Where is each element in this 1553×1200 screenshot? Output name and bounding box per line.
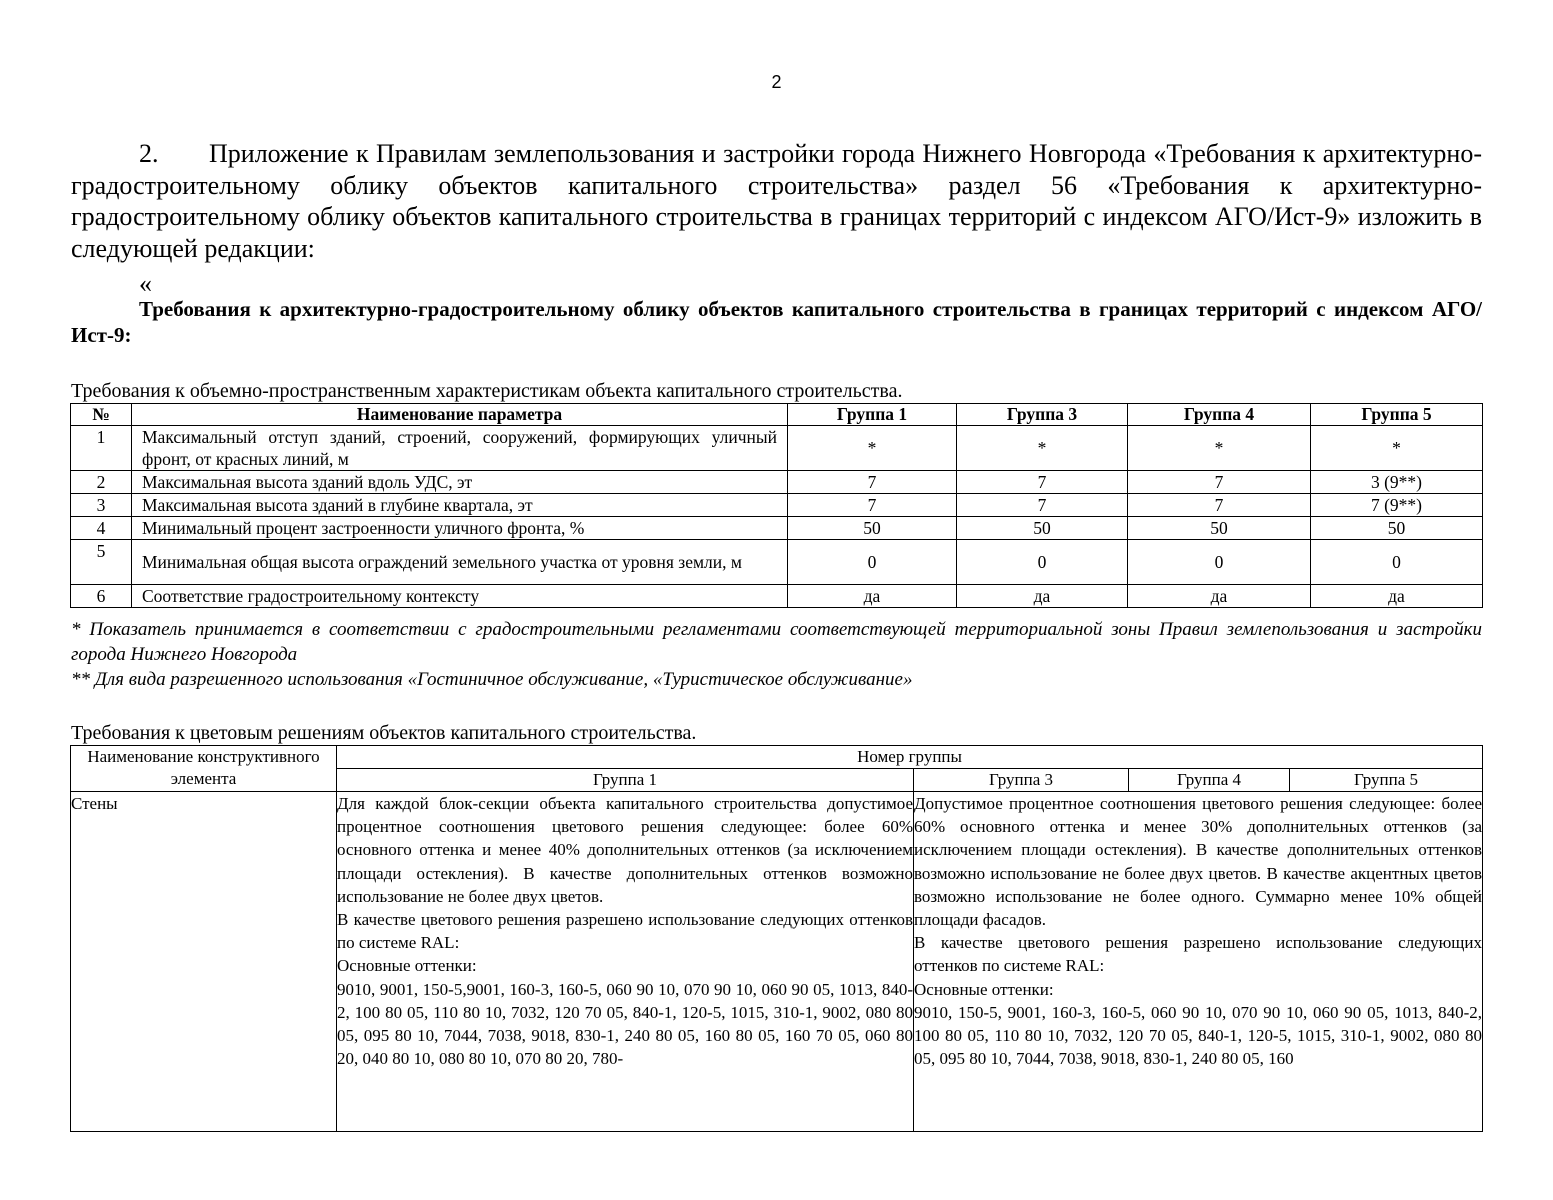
header-group-3: Группа 3	[957, 404, 1128, 426]
footnote-1: * Показатель принимается в соответствии с градостроительными регламентами соответствующей территориальной зоны Правил землепользования и застройки города Нижнего Новгорода	[71, 619, 1482, 665]
intro-paragraph	[71, 138, 1482, 264]
row-number: 5	[71, 540, 132, 585]
table-row	[71, 517, 1483, 540]
table-row	[71, 426, 1483, 471]
footnote-2: ** Для вида разрешенного использования «Гостиничное обслуживание, «Туристическое обслуживание»	[71, 669, 913, 690]
table-row	[71, 792, 1483, 1132]
row-group-5: 3 (9**)	[1311, 471, 1483, 494]
row-group-1: 0	[788, 540, 957, 585]
header-element-name: Наименование конструктивного элемента	[71, 746, 337, 792]
row-group-3: 50	[957, 517, 1128, 540]
opening-quote: «	[139, 269, 152, 298]
row-number: 2	[71, 471, 132, 494]
row-group-1: да	[788, 585, 957, 608]
table-row	[71, 471, 1483, 494]
row-group-1: 7	[788, 494, 957, 517]
row-group-4: 0	[1128, 540, 1311, 585]
row-group-3: *	[957, 426, 1128, 471]
row-group-3: 0	[957, 540, 1128, 585]
row-group-5: 50	[1311, 517, 1483, 540]
volume-table-caption: Требования к объемно-пространственным характеристикам объекта капитального строительства.	[71, 380, 903, 402]
row-group-5: 7 (9**)	[1311, 494, 1483, 517]
volume-requirements-table	[70, 403, 1483, 608]
row-parameter: Максимальная высота зданий вдоль УДС, эт	[132, 471, 788, 494]
row-group-3: 7	[957, 471, 1128, 494]
group-3-5-ral-intro: В качестве цветового решения разрешено использование следующих оттенков по системе RAL:	[914, 933, 1482, 976]
table-row	[71, 585, 1483, 608]
table-header-row	[71, 746, 1483, 769]
row-group-4: да	[1128, 585, 1311, 608]
group-1-requirements	[337, 792, 914, 1132]
header-group-1: Группа 1	[337, 769, 914, 792]
row-number: 1	[71, 426, 132, 471]
table-row	[71, 540, 1483, 585]
group-3-5-requirements	[914, 792, 1483, 1132]
intro-text: Приложение к Правилам землепользования и застройки города Нижнего Новгорода «Требования к архитектурно-градостроительному облику объектов капитального строительства» раздел 56 «Требования к архитектурно-градостроительному облику объектов капитального строительства в границах территорий с индексом АГО/Ист-9» изложить в следующей редакции:	[71, 139, 1482, 263]
row-group-1: 50	[788, 517, 957, 540]
row-parameter: Минимальная общая высота ограждений земельного участка от уровня земли, м	[132, 540, 788, 585]
group-1-ratio-text: Для каждой блок-секции объекта капитального строительства допустимое процентное соотношения цветового решения следующее: более 60% основного оттенка и менее 40% дополнительных оттенков (за исключением площади остекления). В качестве дополнительных оттенков возможно использование не более двух цветов.	[337, 794, 913, 906]
header-group-5: Группа 5	[1311, 404, 1483, 426]
row-group-5: 0	[1311, 540, 1483, 585]
row-number: 3	[71, 494, 132, 517]
header-group-4: Группа 4	[1129, 769, 1290, 792]
row-group-1: *	[788, 426, 957, 471]
row-parameter: Максимальная высота зданий в глубине квартала, эт	[132, 494, 788, 517]
row-group-5: да	[1311, 585, 1483, 608]
row-number: 4	[71, 517, 132, 540]
intro-number: 2.	[139, 139, 159, 168]
row-parameter: Соответствие градостроительному контексту	[132, 585, 788, 608]
color-requirements-table	[70, 745, 1483, 1132]
group-1-main-shades-list: 9010, 9001, 150-5,9001, 160-3, 160-5, 060 90 10, 070 90 10, 060 90 05, 1013, 840-2, 100 80 05, 110 80 10, 7032, 120 70 05, 840-1, 120-5, 1015, 310-1, 9002, 080 80 05, 095 80 10, 7044, 7038, 9018, 830-1, 240 80 05, 160 80 05, 160 70 05, 060 80 20, 040 80 10, 080 80 10, 070 80 20, 780-	[337, 979, 913, 1069]
header-group-1: Группа 1	[788, 404, 957, 426]
group-1-ral-intro: В качестве цветового решения разрешено использование следующих оттенков по системе RAL:	[337, 910, 913, 953]
table-row	[71, 494, 1483, 517]
requirements-title: Требования к архитектурно-градостроительному облику объектов капитального строительства в границах территорий с индексом АГО/Ист-9:	[71, 297, 1482, 347]
table-header-row	[71, 404, 1483, 426]
row-group-4: 50	[1128, 517, 1311, 540]
element-name: Стены	[71, 792, 337, 1132]
footnotes	[71, 617, 1482, 692]
header-group-4: Группа 4	[1128, 404, 1311, 426]
group-3-5-main-shades-list: 9010, 150-5, 9001, 160-3, 160-5, 060 90 10, 070 90 10, 060 90 05, 1013, 840-2, 100 80 05, 110 80 10, 7032, 120 70 05, 840-1, 120-5, 1015, 310-1, 9002, 080 80 05, 095 80 10, 7044, 7038, 9018, 830-1, 240 80 05, 160	[914, 1002, 1482, 1069]
header-number: №	[71, 404, 132, 426]
row-group-3: 7	[957, 494, 1128, 517]
row-group-5: *	[1311, 426, 1483, 471]
header-group-3: Группа 3	[914, 769, 1129, 792]
row-group-4: 7	[1128, 471, 1311, 494]
page-number: 2	[771, 72, 782, 92]
group-3-5-main-shades-label: Основные оттенки:	[914, 979, 1054, 999]
row-group-1: 7	[788, 471, 957, 494]
color-table-caption: Требования к цветовым решениям объектов капитального строительства.	[71, 722, 697, 744]
group-3-5-ratio-text: Допустимое процентное соотношения цветового решения следующее: более 60% основного оттенка и менее 30% дополнительных оттенков (за исключением площади остекления). В качестве дополнительных оттенков возможно использование не более двух цветов. В качестве акцентных цветов возможно использование не более одного. Суммарно менее 10% общей площади фасадов.	[914, 794, 1482, 930]
group-1-main-shades-label: Основные оттенки:	[337, 956, 477, 976]
header-group-5: Группа 5	[1290, 769, 1483, 792]
header-group-number: Номер группы	[337, 746, 1483, 769]
row-group-3: да	[957, 585, 1128, 608]
row-number: 6	[71, 585, 132, 608]
row-parameter: Минимальный процент застроенности уличного фронта, %	[132, 517, 788, 540]
row-parameter: Максимальный отступ зданий, строений, сооружений, формирующих уличный фронт, от красных линий, м	[132, 426, 788, 471]
row-group-4: 7	[1128, 494, 1311, 517]
row-group-4: *	[1128, 426, 1311, 471]
header-parameter: Наименование параметра	[132, 404, 788, 426]
